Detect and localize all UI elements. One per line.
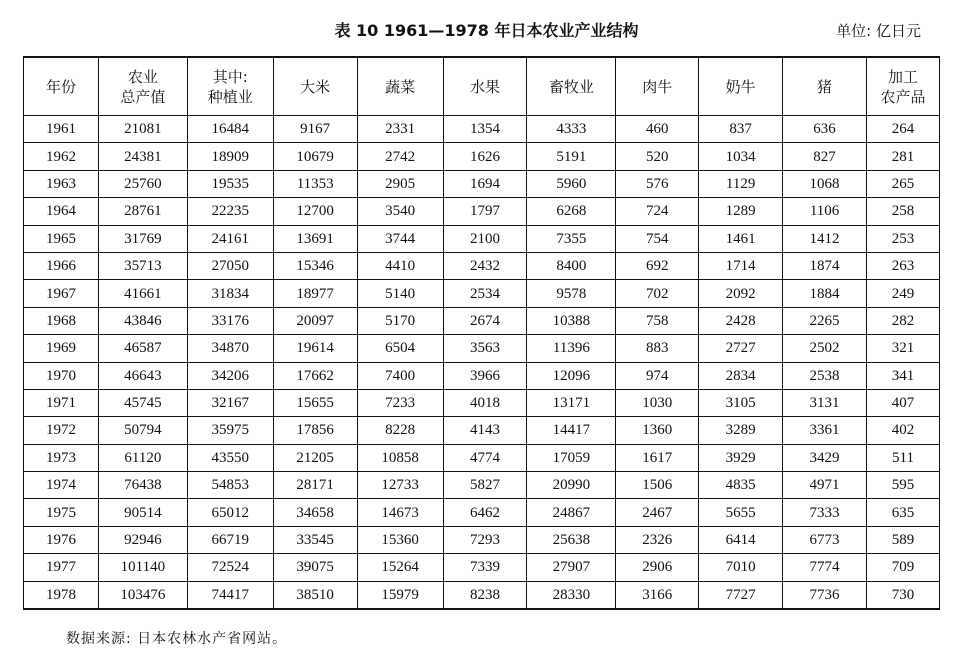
value-cell: 4410	[357, 252, 443, 279]
year-cell: 1961	[24, 116, 99, 143]
table-row	[24, 362, 940, 389]
table-row	[24, 417, 940, 444]
table-title: 表 10 1961—1978 年日本农业产业结构	[334, 21, 639, 40]
column-header	[273, 57, 357, 116]
value-cell: 22235	[187, 198, 273, 225]
column-header	[527, 57, 616, 116]
value-cell: 13691	[273, 225, 357, 252]
value-cell: 27050	[187, 252, 273, 279]
column-header-line: 大米	[300, 77, 331, 96]
data-table	[23, 56, 940, 610]
value-cell: 3429	[783, 444, 867, 471]
value-cell: 1506	[616, 472, 699, 499]
value-cell: 13171	[527, 389, 616, 416]
value-cell: 7293	[443, 526, 527, 553]
table-row	[24, 526, 940, 553]
value-cell: 692	[616, 252, 699, 279]
value-cell: 1714	[699, 252, 783, 279]
value-cell: 6414	[699, 526, 783, 553]
column-header	[616, 57, 699, 116]
value-cell: 341	[866, 362, 939, 389]
value-cell: 321	[866, 335, 939, 362]
value-cell: 7339	[443, 554, 527, 581]
value-cell: 35975	[187, 417, 273, 444]
value-cell: 18977	[273, 280, 357, 307]
value-cell: 1068	[783, 170, 867, 197]
value-cell: 253	[866, 225, 939, 252]
year-cell: 1964	[24, 198, 99, 225]
value-cell: 2502	[783, 335, 867, 362]
value-cell: 758	[616, 307, 699, 334]
value-cell: 636	[783, 116, 867, 143]
value-cell: 1884	[783, 280, 867, 307]
value-cell: 3563	[443, 335, 527, 362]
column-header-line: 总产值	[120, 87, 166, 106]
year-cell: 1965	[24, 225, 99, 252]
value-cell: 1360	[616, 417, 699, 444]
value-cell: 12700	[273, 198, 357, 225]
value-cell: 3966	[443, 362, 527, 389]
table-row	[24, 581, 940, 609]
table-row	[24, 554, 940, 581]
value-cell: 1030	[616, 389, 699, 416]
table-row	[24, 252, 940, 279]
column-header	[699, 57, 783, 116]
value-cell: 74417	[187, 581, 273, 609]
value-cell: 7736	[783, 581, 867, 609]
value-cell: 8228	[357, 417, 443, 444]
value-cell: 15346	[273, 252, 357, 279]
value-cell: 5170	[357, 307, 443, 334]
value-cell: 25760	[98, 170, 187, 197]
table-row	[24, 444, 940, 471]
value-cell: 4774	[443, 444, 527, 471]
source-note: 数据来源: 日本农林水产省网站。	[66, 631, 288, 647]
value-cell: 25638	[527, 526, 616, 553]
unit-label: 单位: 亿日元	[836, 22, 921, 40]
value-cell: 8400	[527, 252, 616, 279]
value-cell: 1129	[699, 170, 783, 197]
year-cell: 1975	[24, 499, 99, 526]
year-cell: 1966	[24, 252, 99, 279]
value-cell: 2674	[443, 307, 527, 334]
value-cell: 12733	[357, 472, 443, 499]
year-cell: 1976	[24, 526, 99, 553]
year-cell: 1968	[24, 307, 99, 334]
value-cell: 6773	[783, 526, 867, 553]
value-cell: 576	[616, 170, 699, 197]
value-cell: 19614	[273, 335, 357, 362]
value-cell: 7355	[527, 225, 616, 252]
value-cell: 730	[866, 581, 939, 609]
value-cell: 65012	[187, 499, 273, 526]
table-row	[24, 280, 940, 307]
value-cell: 1694	[443, 170, 527, 197]
value-cell: 35713	[98, 252, 187, 279]
value-cell: 2834	[699, 362, 783, 389]
value-cell: 28171	[273, 472, 357, 499]
value-cell: 50794	[98, 417, 187, 444]
value-cell: 7233	[357, 389, 443, 416]
value-cell: 46587	[98, 335, 187, 362]
value-cell: 4835	[699, 472, 783, 499]
value-cell: 2092	[699, 280, 783, 307]
value-cell: 2100	[443, 225, 527, 252]
value-cell: 3131	[783, 389, 867, 416]
value-cell: 3744	[357, 225, 443, 252]
column-header	[783, 57, 867, 116]
column-header-line: 种植业	[207, 87, 253, 106]
value-cell: 1354	[443, 116, 527, 143]
value-cell: 11353	[273, 170, 357, 197]
table-row	[24, 170, 940, 197]
value-cell: 7010	[699, 554, 783, 581]
value-cell: 32167	[187, 389, 273, 416]
value-cell: 827	[783, 143, 867, 170]
value-cell: 12096	[527, 362, 616, 389]
value-cell: 282	[866, 307, 939, 334]
value-cell: 28761	[98, 198, 187, 225]
column-header-line: 肉牛	[642, 77, 673, 96]
column-header-line: 畜牧业	[548, 77, 594, 96]
value-cell: 4018	[443, 389, 527, 416]
value-cell: 90514	[98, 499, 187, 526]
value-cell: 3105	[699, 389, 783, 416]
value-cell: 258	[866, 198, 939, 225]
value-cell: 17662	[273, 362, 357, 389]
value-cell: 7727	[699, 581, 783, 609]
value-cell: 31834	[187, 280, 273, 307]
value-cell: 3929	[699, 444, 783, 471]
value-cell: 2467	[616, 499, 699, 526]
value-cell: 4143	[443, 417, 527, 444]
value-cell: 1626	[443, 143, 527, 170]
value-cell: 15264	[357, 554, 443, 581]
value-cell: 265	[866, 170, 939, 197]
value-cell: 635	[866, 499, 939, 526]
value-cell: 16484	[187, 116, 273, 143]
column-header-line: 其中:	[212, 67, 248, 86]
value-cell: 76438	[98, 472, 187, 499]
value-cell: 7333	[783, 499, 867, 526]
value-cell: 837	[699, 116, 783, 143]
value-cell: 2538	[783, 362, 867, 389]
value-cell: 31769	[98, 225, 187, 252]
value-cell: 4333	[527, 116, 616, 143]
column-header-line: 农业	[127, 67, 158, 86]
column-header	[24, 57, 99, 116]
table-row	[24, 198, 940, 225]
value-cell: 15360	[357, 526, 443, 553]
value-cell: 39075	[273, 554, 357, 581]
year-cell: 1967	[24, 280, 99, 307]
value-cell: 460	[616, 116, 699, 143]
value-cell: 1289	[699, 198, 783, 225]
value-cell: 43550	[187, 444, 273, 471]
value-cell: 402	[866, 417, 939, 444]
column-header	[443, 57, 527, 116]
year-cell: 1972	[24, 417, 99, 444]
year-cell: 1963	[24, 170, 99, 197]
value-cell: 1797	[443, 198, 527, 225]
value-cell: 33176	[187, 307, 273, 334]
value-cell: 20097	[273, 307, 357, 334]
value-cell: 66719	[187, 526, 273, 553]
value-cell: 511	[866, 444, 939, 471]
value-cell: 3166	[616, 581, 699, 609]
value-cell: 2534	[443, 280, 527, 307]
column-header	[187, 57, 273, 116]
value-cell: 10679	[273, 143, 357, 170]
value-cell: 9167	[273, 116, 357, 143]
value-cell: 33545	[273, 526, 357, 553]
table-row	[24, 389, 940, 416]
value-cell: 38510	[273, 581, 357, 609]
value-cell: 18909	[187, 143, 273, 170]
value-cell: 2906	[616, 554, 699, 581]
column-header	[98, 57, 187, 116]
year-cell: 1969	[24, 335, 99, 362]
year-cell: 1978	[24, 581, 99, 609]
value-cell: 1412	[783, 225, 867, 252]
value-cell: 595	[866, 472, 939, 499]
column-header-line: 年份	[45, 77, 76, 96]
value-cell: 709	[866, 554, 939, 581]
value-cell: 5827	[443, 472, 527, 499]
value-cell: 263	[866, 252, 939, 279]
value-cell: 34870	[187, 335, 273, 362]
year-cell: 1971	[24, 389, 99, 416]
table-row	[24, 143, 940, 170]
value-cell: 1461	[699, 225, 783, 252]
value-cell: 5191	[527, 143, 616, 170]
year-cell: 1974	[24, 472, 99, 499]
value-cell: 2428	[699, 307, 783, 334]
value-cell: 21205	[273, 444, 357, 471]
value-cell: 2742	[357, 143, 443, 170]
value-cell: 7400	[357, 362, 443, 389]
value-cell: 15655	[273, 389, 357, 416]
value-cell: 24381	[98, 143, 187, 170]
value-cell: 3540	[357, 198, 443, 225]
value-cell: 281	[866, 143, 939, 170]
value-cell: 3289	[699, 417, 783, 444]
value-cell: 19535	[187, 170, 273, 197]
header-row	[24, 57, 940, 116]
table-body	[24, 116, 940, 610]
value-cell: 2265	[783, 307, 867, 334]
year-cell: 1973	[24, 444, 99, 471]
table-row	[24, 307, 940, 334]
value-cell: 5655	[699, 499, 783, 526]
table-row	[24, 335, 940, 362]
value-cell: 589	[866, 526, 939, 553]
column-header-line: 水果	[469, 77, 500, 96]
table-row	[24, 499, 940, 526]
value-cell: 20990	[527, 472, 616, 499]
value-cell: 46643	[98, 362, 187, 389]
column-header-line: 蔬菜	[385, 77, 416, 96]
value-cell: 9578	[527, 280, 616, 307]
value-cell: 92946	[98, 526, 187, 553]
column-header	[866, 57, 939, 116]
table-header-bar	[0, 18, 973, 44]
value-cell: 264	[866, 116, 939, 143]
value-cell: 1106	[783, 198, 867, 225]
value-cell: 1874	[783, 252, 867, 279]
value-cell: 61120	[98, 444, 187, 471]
value-cell: 14673	[357, 499, 443, 526]
value-cell: 4971	[783, 472, 867, 499]
value-cell: 3361	[783, 417, 867, 444]
value-cell: 6462	[443, 499, 527, 526]
value-cell: 28330	[527, 581, 616, 609]
value-cell: 5140	[357, 280, 443, 307]
value-cell: 54853	[187, 472, 273, 499]
value-cell: 2727	[699, 335, 783, 362]
value-cell: 6268	[527, 198, 616, 225]
value-cell: 520	[616, 143, 699, 170]
value-cell: 45745	[98, 389, 187, 416]
value-cell: 14417	[527, 417, 616, 444]
value-cell: 6504	[357, 335, 443, 362]
value-cell: 2331	[357, 116, 443, 143]
value-cell: 1034	[699, 143, 783, 170]
value-cell: 15979	[357, 581, 443, 609]
table-row	[24, 116, 940, 143]
value-cell: 2432	[443, 252, 527, 279]
value-cell: 103476	[98, 581, 187, 609]
value-cell: 72524	[187, 554, 273, 581]
year-cell: 1962	[24, 143, 99, 170]
value-cell: 11396	[527, 335, 616, 362]
value-cell: 2905	[357, 170, 443, 197]
value-cell: 10858	[357, 444, 443, 471]
value-cell: 10388	[527, 307, 616, 334]
value-cell: 2326	[616, 526, 699, 553]
table-row	[24, 472, 940, 499]
value-cell: 1617	[616, 444, 699, 471]
value-cell: 27907	[527, 554, 616, 581]
year-cell: 1970	[24, 362, 99, 389]
column-header-line: 奶牛	[725, 77, 756, 96]
value-cell: 17059	[527, 444, 616, 471]
column-header	[357, 57, 443, 116]
value-cell: 34206	[187, 362, 273, 389]
column-header-line: 农产品	[880, 87, 926, 106]
table-row	[24, 225, 940, 252]
value-cell: 7774	[783, 554, 867, 581]
value-cell: 883	[616, 335, 699, 362]
column-header-line: 猪	[817, 77, 833, 96]
value-cell: 702	[616, 280, 699, 307]
value-cell: 101140	[98, 554, 187, 581]
value-cell: 41661	[98, 280, 187, 307]
year-cell: 1977	[24, 554, 99, 581]
value-cell: 724	[616, 198, 699, 225]
value-cell: 34658	[273, 499, 357, 526]
value-cell: 17856	[273, 417, 357, 444]
value-cell: 5960	[527, 170, 616, 197]
value-cell: 24161	[187, 225, 273, 252]
value-cell: 21081	[98, 116, 187, 143]
value-cell: 249	[866, 280, 939, 307]
value-cell: 407	[866, 389, 939, 416]
value-cell: 43846	[98, 307, 187, 334]
value-cell: 754	[616, 225, 699, 252]
value-cell: 24867	[527, 499, 616, 526]
column-header-line: 加工	[887, 67, 918, 86]
value-cell: 8238	[443, 581, 527, 609]
value-cell: 974	[616, 362, 699, 389]
